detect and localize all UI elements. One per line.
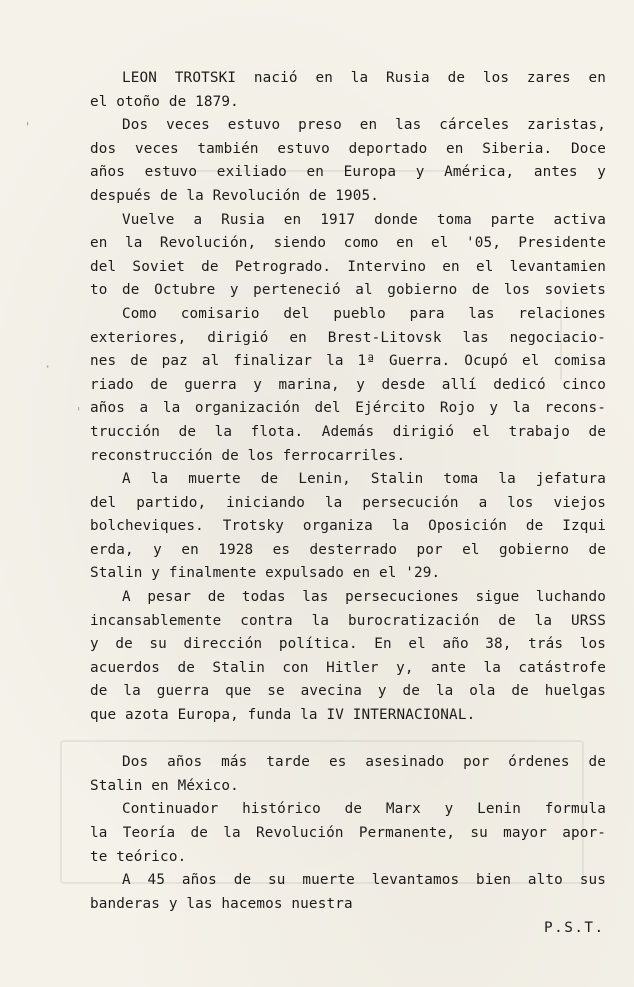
text-line: después de la Revolución de 1905.: [90, 187, 379, 204]
text-line: años estuvo exiliado en Europa y América, antes y: [90, 164, 606, 181]
text-line: y de su dirección política. En el año 38, trás los: [90, 636, 606, 653]
text-line: riado de guerra y marina, y desde allí dedicó cinco: [90, 376, 606, 393]
text-line: erda, y en 1928 es desterrado por el gobierno de: [90, 541, 606, 558]
text-line: dos veces también estuvo deportado en Siberia. Doce: [90, 140, 606, 157]
text-line: años a la organización del Ejército Rojo y la recons-: [90, 400, 606, 417]
text-line: Dos veces estuvo preso en las cárceles zaristas,: [122, 117, 606, 134]
text-line: el otoño de 1879.: [90, 93, 239, 110]
text-line: que azota Europa, funda la IV INTERNACIONAL.: [90, 707, 476, 724]
text-line: bolcheviques. Trotsky organiza la Oposición de Izqui: [90, 518, 606, 535]
text-line: Como comisario del pueblo para las relaciones: [122, 305, 606, 322]
text-line: A 45 años de su muerte levantamos bien alto sus: [122, 872, 606, 889]
text-line: reconstrucción de los ferrocarriles.: [90, 447, 406, 464]
body-text: [90, 67, 606, 916]
margin-mark: ': [24, 120, 32, 134]
text-line: del Soviet de Petrogrado. Intervino en el levantamien: [90, 258, 606, 275]
text-line: A la muerte de Lenin, Stalin toma la jefatura: [122, 471, 606, 488]
margin-mark: ': [75, 405, 83, 419]
text-line: acuerdos de Stalin con Hitler y, ante la catástrofe: [90, 659, 606, 676]
text-line: en la Revolución, siendo como en el '05, Presidente: [90, 235, 606, 252]
signature: P.S.T.: [544, 920, 605, 936]
text-line: la Teoría de la Revolución Permanente, su mayor apor-: [90, 825, 606, 841]
text-line: banderas y las hacemos nuestra: [90, 895, 353, 912]
text-line: Continuador histórico de Marx y Lenin formula: [122, 801, 606, 818]
blank-line: [90, 728, 606, 752]
text-line: Stalin y finalmente expulsado en el '29.: [90, 565, 441, 582]
text-line: Vuelve a Rusia en 1917 donde toma parte activa: [122, 211, 606, 228]
margin-mark: ·: [44, 360, 52, 374]
text-line: exteriores, dirigió en Brest-Litovsk las negociacio-: [90, 329, 606, 346]
text-line: Dos años más tarde es asesinado por órdenes de: [122, 754, 606, 771]
text-line: de la guerra que se avecina y de la ola de huelgas: [90, 683, 606, 700]
text-line: del partido, iniciando la persecución a los viejos: [90, 494, 606, 511]
text-line: Stalin en México.: [90, 777, 239, 794]
text-line: A pesar de todas las persecuciones sigue luchando: [122, 589, 606, 606]
text-line: LEON TROTSKI nació en la Rusia de los zares en: [122, 70, 606, 86]
text-line: incansablemente contra la burocratización de la URSS: [90, 612, 606, 629]
text-line: trucción de la flota. Además dirigió el trabajo de: [90, 423, 606, 440]
text-line: nes de paz al finalizar la 1ª Guerra. Ocupó el comisa: [90, 353, 606, 370]
text-line: to de Octubre y perteneció al gobierno de los soviets: [90, 282, 606, 299]
text-line: te teórico.: [90, 848, 187, 865]
